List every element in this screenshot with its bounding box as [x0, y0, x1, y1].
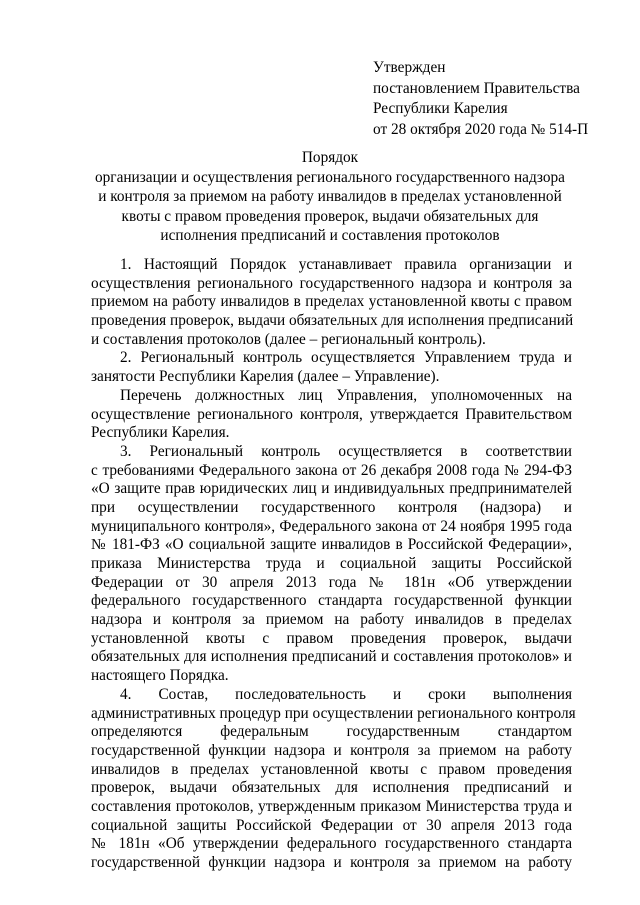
body-line: надзора и контроля за приемом на работу инвалидов в пределах — [91, 611, 572, 629]
body-line: обязательных для исполнения предписаний и составления протоколов» и — [91, 648, 572, 666]
document-body — [91, 256, 576, 873]
approval-line: постановлением Правительства — [373, 79, 580, 97]
title-line: и контроля за приемом на работу инвалидов в пределах установленной — [98, 188, 562, 205]
body-line: государственной функции надзора и контроля за приемом на работу — [91, 854, 572, 871]
body-line: муниципального контроля», Федерального закона от 24 ноября 1995 года — [91, 517, 572, 535]
body-line: проведения проверок, выдачи обязательных для исполнения предписаний — [91, 312, 574, 330]
body-line: 4. Состав, последовательность и сроки выполнения — [120, 685, 572, 703]
approval-block — [373, 58, 588, 140]
title-line: исполнения предписаний и составления протоколов — [160, 227, 500, 244]
body-line: Перечень должностных лиц Управления, уполномоченных на — [120, 386, 572, 404]
body-line: составления протоколов, утвержденным приказом Министерства труда и — [91, 797, 572, 815]
body-line: осуществления регионального государственного надзора и контроля за — [91, 274, 572, 292]
approval-line: Республики Карелия — [373, 100, 508, 117]
approval-line: от 28 октября 2020 года № 514-П — [373, 120, 589, 138]
body-line: № 181-ФЗ «О социальной защите инвалидов в Российской Федерации», — [91, 536, 572, 554]
body-line: определяются федеральным государственным стандартом — [91, 723, 572, 741]
body-line: с требованиями Федерального закона от 26 декабря 2008 года № 294-ФЗ — [91, 461, 572, 479]
body-line: инвалидов в пределах установленной квоты с правом проведения — [91, 760, 572, 778]
body-line: 3. Региональный контроль осуществляется в соответствии — [120, 442, 572, 460]
body-line: Республики Карелия. — [91, 424, 230, 442]
body-line: социальной защиты Российской Федерации от 30 апреля 2013 года — [91, 816, 572, 834]
body-line: государственной функции надзора и контроля за приемом на работу — [91, 741, 572, 759]
body-line: настоящего Порядка. — [91, 667, 229, 685]
body-line: приказа Министерства труда и социальной защиты Российской — [91, 555, 572, 572]
document-title — [70, 148, 590, 246]
body-line: и составления протоколов (далее – региональный контроль). — [91, 330, 486, 348]
body-line: осуществление регионального контроля, утверждается Правительством — [91, 405, 572, 423]
body-line: 2. Региональный контроль осуществляется Управлением труда и — [120, 349, 572, 367]
body-line: приемом на работу инвалидов в пределах установленной квоты с правом — [91, 293, 572, 311]
body-line: № 181н «Об утверждении федерального государственного стандарта — [91, 835, 572, 853]
body-line: Федерации от 30 апреля 2013 года № 181н «Об утверждении — [91, 573, 572, 591]
body-line: 1. Настоящий Порядок устанавливает правила организации и — [120, 256, 572, 273]
approval-line: Утвержден — [373, 59, 446, 76]
body-line: при осуществлении государственного контроля (надзора) и — [91, 498, 572, 516]
body-line: установленной квоты с правом проведения проверок, выдачи — [91, 629, 572, 647]
body-line: федерального государственного стандарта государственной функции — [91, 592, 572, 610]
title-line: организации и осуществления регионального государственного надзора — [95, 168, 565, 186]
body-line: проверок, выдачи обязательных для исполнения предписаний и — [91, 779, 572, 797]
title-line: квоты с правом проведения проверок, выдачи обязательных для — [121, 207, 539, 225]
title-line: Порядок — [301, 149, 359, 166]
body-line: административных процедур при осуществлении регионального контроля — [91, 704, 576, 722]
body-line: занятости Республики Карелия (далее – Управление). — [91, 368, 440, 386]
body-line: «О защите прав юридических лиц и индивидуальных предпринимателей — [91, 480, 572, 498]
